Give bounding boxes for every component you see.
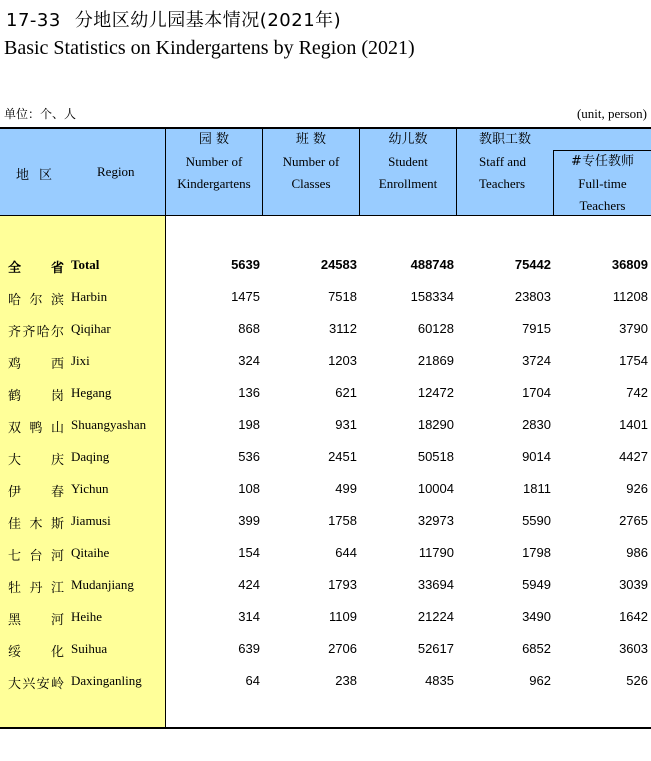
table-cell: 21869 [417, 353, 454, 368]
column-header-cn: 园 数 [198, 132, 230, 147]
table-row [0, 633, 651, 665]
table-cell: 314 [238, 609, 260, 624]
region-name-en: Harbin [71, 289, 108, 304]
table-row [0, 281, 651, 313]
region-name-en: Shuangyashan [71, 417, 147, 432]
table-cell: 3112 [329, 321, 357, 336]
table-cell: 1793 [328, 577, 357, 592]
table-cell: 986 [626, 545, 648, 560]
table-cell: 11790 [418, 545, 454, 560]
region-name-en: Daqing [71, 449, 110, 464]
table-cell: 639 [238, 641, 260, 656]
table-cell: 154 [238, 545, 260, 560]
table-cell: 1758 [328, 513, 357, 528]
table-row [0, 505, 651, 537]
column-header-en: Number of [282, 154, 340, 169]
region-name-cn: 绥化 [8, 645, 64, 660]
table-cell: 742 [626, 385, 648, 400]
table-number: 17-33 [6, 10, 61, 31]
column-header-cn: 班 数 [295, 132, 327, 147]
region-name-cn: 鹤岗 [8, 389, 64, 404]
table-row [0, 473, 651, 505]
region-name-cn: 七台河 [8, 549, 64, 564]
table-row [0, 665, 651, 697]
table-bottom-rule [0, 727, 651, 729]
table-cell: 3790 [619, 321, 648, 336]
unit-label-en: (unit, person) [576, 106, 647, 121]
table-cell: 2451 [328, 449, 357, 464]
column-header-en: Kindergartens [177, 176, 251, 191]
column-header-fulltime-teachers [554, 151, 651, 217]
table-cell: 2830 [522, 417, 551, 432]
table-cell: 33694 [417, 577, 454, 592]
column-header-en: Full-time [578, 176, 627, 191]
table-cell: 1109 [329, 609, 357, 624]
region-name-en: Jiamusi [71, 513, 111, 528]
region-name-cn: 黑河 [8, 613, 64, 628]
column-header-en: Teachers [579, 198, 626, 213]
column-header-en: Number of [185, 154, 243, 169]
table-cell: 644 [335, 545, 357, 560]
table-cell: 868 [238, 321, 260, 336]
table-cell: 2706 [328, 641, 357, 656]
column-header-en: Classes [291, 176, 331, 191]
column-header-kindergartens [166, 129, 262, 195]
table-row [0, 377, 651, 409]
region-name-cn: 大庆 [8, 453, 64, 468]
table-cell: 931 [335, 417, 357, 432]
table-cell: 12472 [417, 385, 454, 400]
column-header-staff [457, 129, 553, 195]
region-name-cn: 佳木斯 [8, 517, 64, 532]
table-cell: 36809 [611, 257, 648, 272]
region-name-en: Daxinganling [71, 673, 142, 688]
table-cell: 1704 [522, 385, 551, 400]
table-cell: 7518 [328, 289, 357, 304]
region-header-cn: 地区 [16, 168, 63, 183]
region-name-cn: 鸡西 [8, 357, 64, 372]
table-cell: 536 [238, 449, 260, 464]
table-cell: 24583 [320, 257, 357, 272]
table-cell: 23803 [514, 289, 551, 304]
region-header-en: Region [97, 164, 135, 179]
region-name-en: Suihua [71, 641, 108, 656]
table-cell: 11208 [612, 289, 648, 304]
column-header-en: Teachers [479, 176, 526, 191]
table-title-cn-text: 分地区幼儿园基本情况(2021年) [74, 10, 342, 31]
unit-label-cn: 单位：个、人 [4, 107, 77, 121]
region-name-cn: 双鸭山 [8, 421, 64, 436]
table-cell: 50518 [417, 449, 454, 464]
table-row [0, 313, 651, 345]
table-cell: 1475 [231, 289, 260, 304]
table-cell: 64 [245, 673, 260, 688]
table-row-total [0, 249, 651, 281]
column-header-en: Student [388, 154, 428, 169]
table-cell: 962 [529, 673, 551, 688]
table-cell: 3603 [619, 641, 648, 656]
table-cell: 621 [335, 385, 357, 400]
table-cell: 926 [626, 481, 648, 496]
table-cell: 108 [238, 481, 260, 496]
table-cell: 10004 [417, 481, 454, 496]
table-cell: 3724 [522, 353, 551, 368]
table-cell: 424 [238, 577, 260, 592]
table-row [0, 345, 651, 377]
region-name-en: Jixi [71, 353, 90, 368]
table-cell: 5639 [231, 257, 260, 272]
column-header-en: Enrollment [378, 176, 438, 191]
table-cell: 1798 [522, 545, 551, 560]
table-cell: 6852 [522, 641, 551, 656]
table-cell: 238 [335, 673, 357, 688]
table-row [0, 409, 651, 441]
table-cell: 499 [335, 481, 357, 496]
column-header-enrollment [360, 129, 456, 195]
region-name-en: Qitaihe [71, 545, 110, 560]
region-name-cn: 大兴安岭 [8, 677, 64, 692]
column-header-cn: 教职工数 [479, 132, 532, 147]
region-name-cn: 哈尔滨 [8, 293, 64, 308]
table-cell: 526 [626, 673, 648, 688]
table-title-cn [6, 6, 341, 32]
table-cell: 1203 [328, 353, 357, 368]
table-row [0, 441, 651, 473]
table-cell: 18290 [417, 417, 454, 432]
table-cell: 5949 [522, 577, 551, 592]
region-name-en: Mudanjiang [71, 577, 134, 592]
column-header-classes [263, 129, 359, 195]
region-name-en: Qiqihar [71, 321, 111, 336]
table-cell: 52617 [417, 641, 454, 656]
table-title-en: Basic Statistics on Kindergartens by Region (2021) [4, 37, 415, 59]
table-cell: 324 [238, 353, 260, 368]
table-cell: 2765 [619, 513, 648, 528]
table-cell: 9014 [522, 449, 551, 464]
table-cell: 21224 [417, 609, 454, 624]
table-cell: 32973 [417, 513, 454, 528]
table-cell: 4835 [425, 673, 454, 688]
region-name-en: Yichun [71, 481, 109, 496]
region-name-en: Heihe [71, 609, 103, 624]
table-cell: 5590 [522, 513, 551, 528]
table-cell: 7915 [522, 321, 551, 336]
region-name-cn: 牡丹江 [8, 581, 64, 596]
region-name-cn: 全省 [8, 261, 64, 276]
region-name-en: Hegang [71, 385, 112, 400]
table-cell: 75442 [514, 257, 551, 272]
table-cell: 136 [238, 385, 260, 400]
column-header-en: Staff and [479, 154, 527, 169]
region-name-cn: 伊春 [8, 485, 64, 500]
table-cell: 3039 [619, 577, 648, 592]
column-header-cn: #专任教师 [571, 154, 634, 169]
table-cell: 1401 [619, 417, 648, 432]
table-cell: 3490 [522, 609, 551, 624]
column-header-cn: 幼儿数 [388, 132, 428, 147]
region-name-cn: 齐齐哈尔 [8, 325, 64, 340]
table-cell: 198 [238, 417, 260, 432]
table-cell: 1754 [619, 353, 648, 368]
table-row [0, 601, 651, 633]
table-cell: 1811 [523, 481, 551, 496]
table-cell: 60128 [417, 321, 454, 336]
table-cell: 488748 [410, 257, 454, 272]
table-cell: 1642 [619, 609, 648, 624]
table-row [0, 569, 651, 601]
table-cell: 4427 [619, 449, 648, 464]
table-cell: 158334 [410, 289, 454, 304]
table-cell: 399 [238, 513, 260, 528]
table-row [0, 537, 651, 569]
region-name-en: Total [71, 257, 100, 272]
